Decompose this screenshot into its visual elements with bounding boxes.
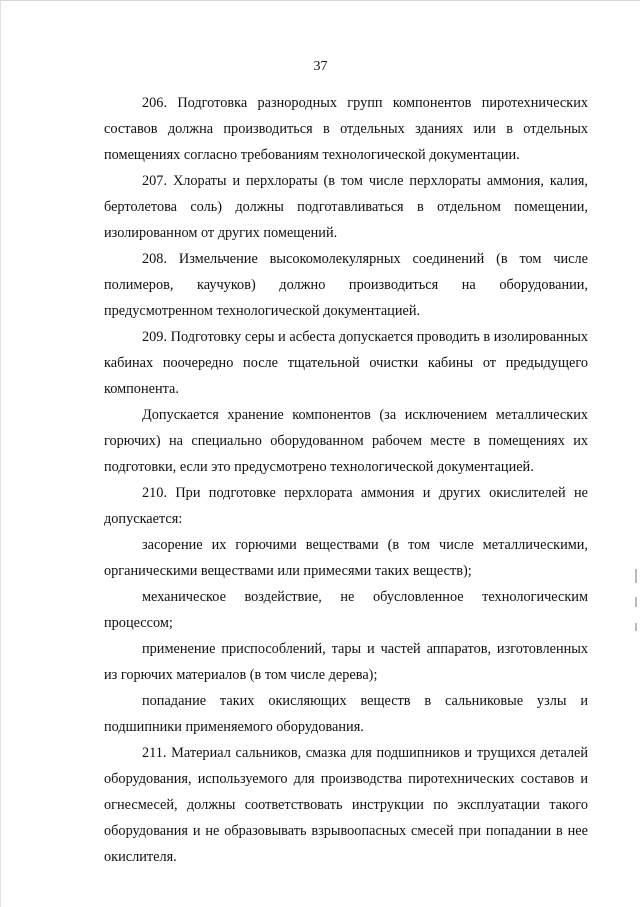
list-item-contamination: засорение их горючими веществами (в том числе металлическими, органическими веществами или примесями таких веществ); bbox=[104, 537, 588, 579]
scan-edge-mark bbox=[635, 623, 637, 631]
list-item-equipment: применение приспособлений, тары и частей аппаратов, изготовленных из горючих материалов (в том числе дерева); bbox=[104, 641, 588, 683]
paragraph-211: 211. Материал сальников, смазка для подшипников и трущихся деталей оборудования, используемого для производства пиротехнических составов и огнесмесей, должны соответствовать инструкции по эксплуатации такого оборудования и не образовывать взрывоопасных смесей при попадании в нее окислителя. bbox=[104, 745, 588, 865]
paragraph-storage: Допускается хранение компонентов (за исключением металлических горючих) на специально оборудованном рабочем месте в помещениях их подготовки, если это предусмотрено технологической документацией. bbox=[104, 407, 588, 475]
document-body bbox=[104, 90, 588, 870]
paragraph-208: 208. Измельчение высокомолекулярных соединений (в том числе полимеров, каучуков) должно производиться на оборудовании, предусмотренном технологической документацией. bbox=[104, 251, 588, 319]
paragraph-209: 209. Подготовку серы и асбеста допускается проводить в изолированных кабинах поочередно после тщательной очистки кабины от предыдущего компонента. bbox=[104, 329, 588, 397]
scan-edge-mark bbox=[635, 569, 637, 583]
paragraph-207: 207. Хлораты и перхлораты (в том числе перхлораты аммония, калия, бертолетова соль) должны подготавливаться в отдельном помещении, изолированном от других помещений. bbox=[104, 173, 588, 241]
list-item-ingress: попадание таких окисляющих веществ в сальниковые узлы и подшипники применяемого оборудования. bbox=[104, 693, 588, 735]
scan-edge-mark bbox=[635, 597, 637, 607]
paragraph-210: 210. При подготовке перхлората аммония и других окислителей не допускается: bbox=[104, 485, 588, 527]
list-item-mechanical: механическое воздействие, не обусловленное технологическим процессом; bbox=[104, 589, 588, 631]
paragraph-206: 206. Подготовка разнородных групп компонентов пиротехнических составов должна производиться в отдельных зданиях или в отдельных помещениях согласно требованиям технологической документации. bbox=[104, 95, 588, 163]
page-number: 37 bbox=[313, 59, 328, 74]
